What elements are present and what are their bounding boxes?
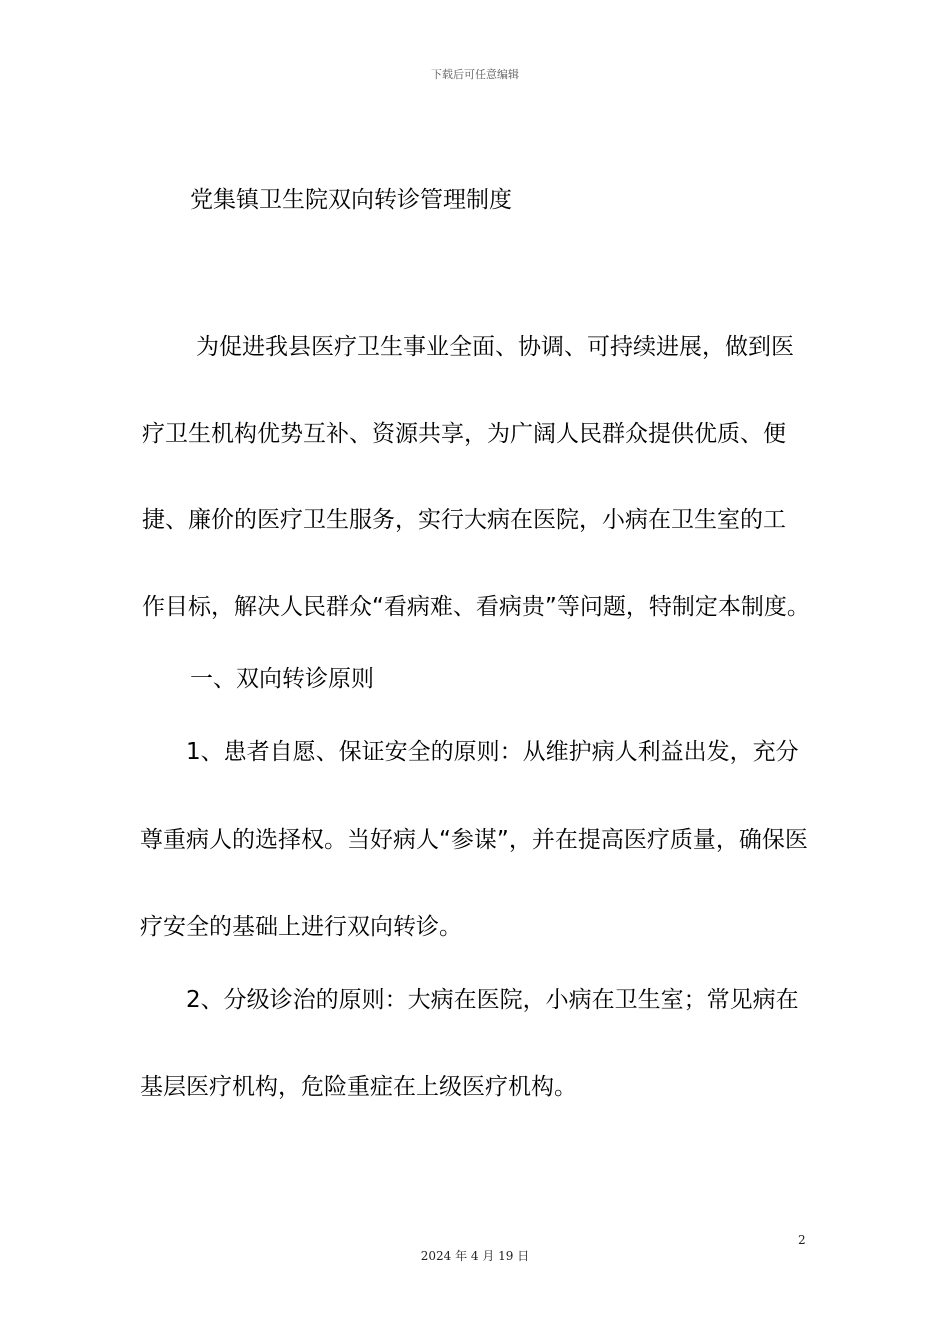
paragraph-line: 2、分级诊治的原则：大病在医院，小病在卫生室；常见病在 [186,987,799,1013]
paragraph-line: 1、患者自愿、保证安全的原则：从维护病人利益出发，充分 [186,739,799,765]
page-number: 2 [798,1233,806,1247]
paragraph-line: 疗卫生机构优势互补、资源共享，为广阔人民群众提供优质、便 [142,421,786,447]
section-heading: 一、双向转诊原则 [190,666,374,692]
footer-date: 2024 年 4 月 19 日 [420,1249,530,1263]
paragraph-line: 疗安全的基础上进行双向转诊。 [140,914,462,940]
paragraph-line: 捷、廉价的医疗卫生服务，实行大病在医院，小病在卫生室的工 [142,507,786,533]
document-title: 党集镇卫生院双向转诊管理制度 [190,187,512,213]
paragraph-line: 作目标，解决人民群众“看病难、看病贵”等问题，特制定本制度。 [142,594,810,620]
header-note: 下载后可任意编辑 [431,68,519,81]
paragraph-line: 为促进我县医疗卫生事业全面、协调、可持续进展，做到医 [196,334,794,360]
paragraph-line: 基层医疗机构，危险重症在上级医疗机构。 [140,1074,577,1100]
paragraph-line: 尊重病人的选择权。当好病人“参谋”，并在提高医疗质量，确保医 [140,827,808,853]
